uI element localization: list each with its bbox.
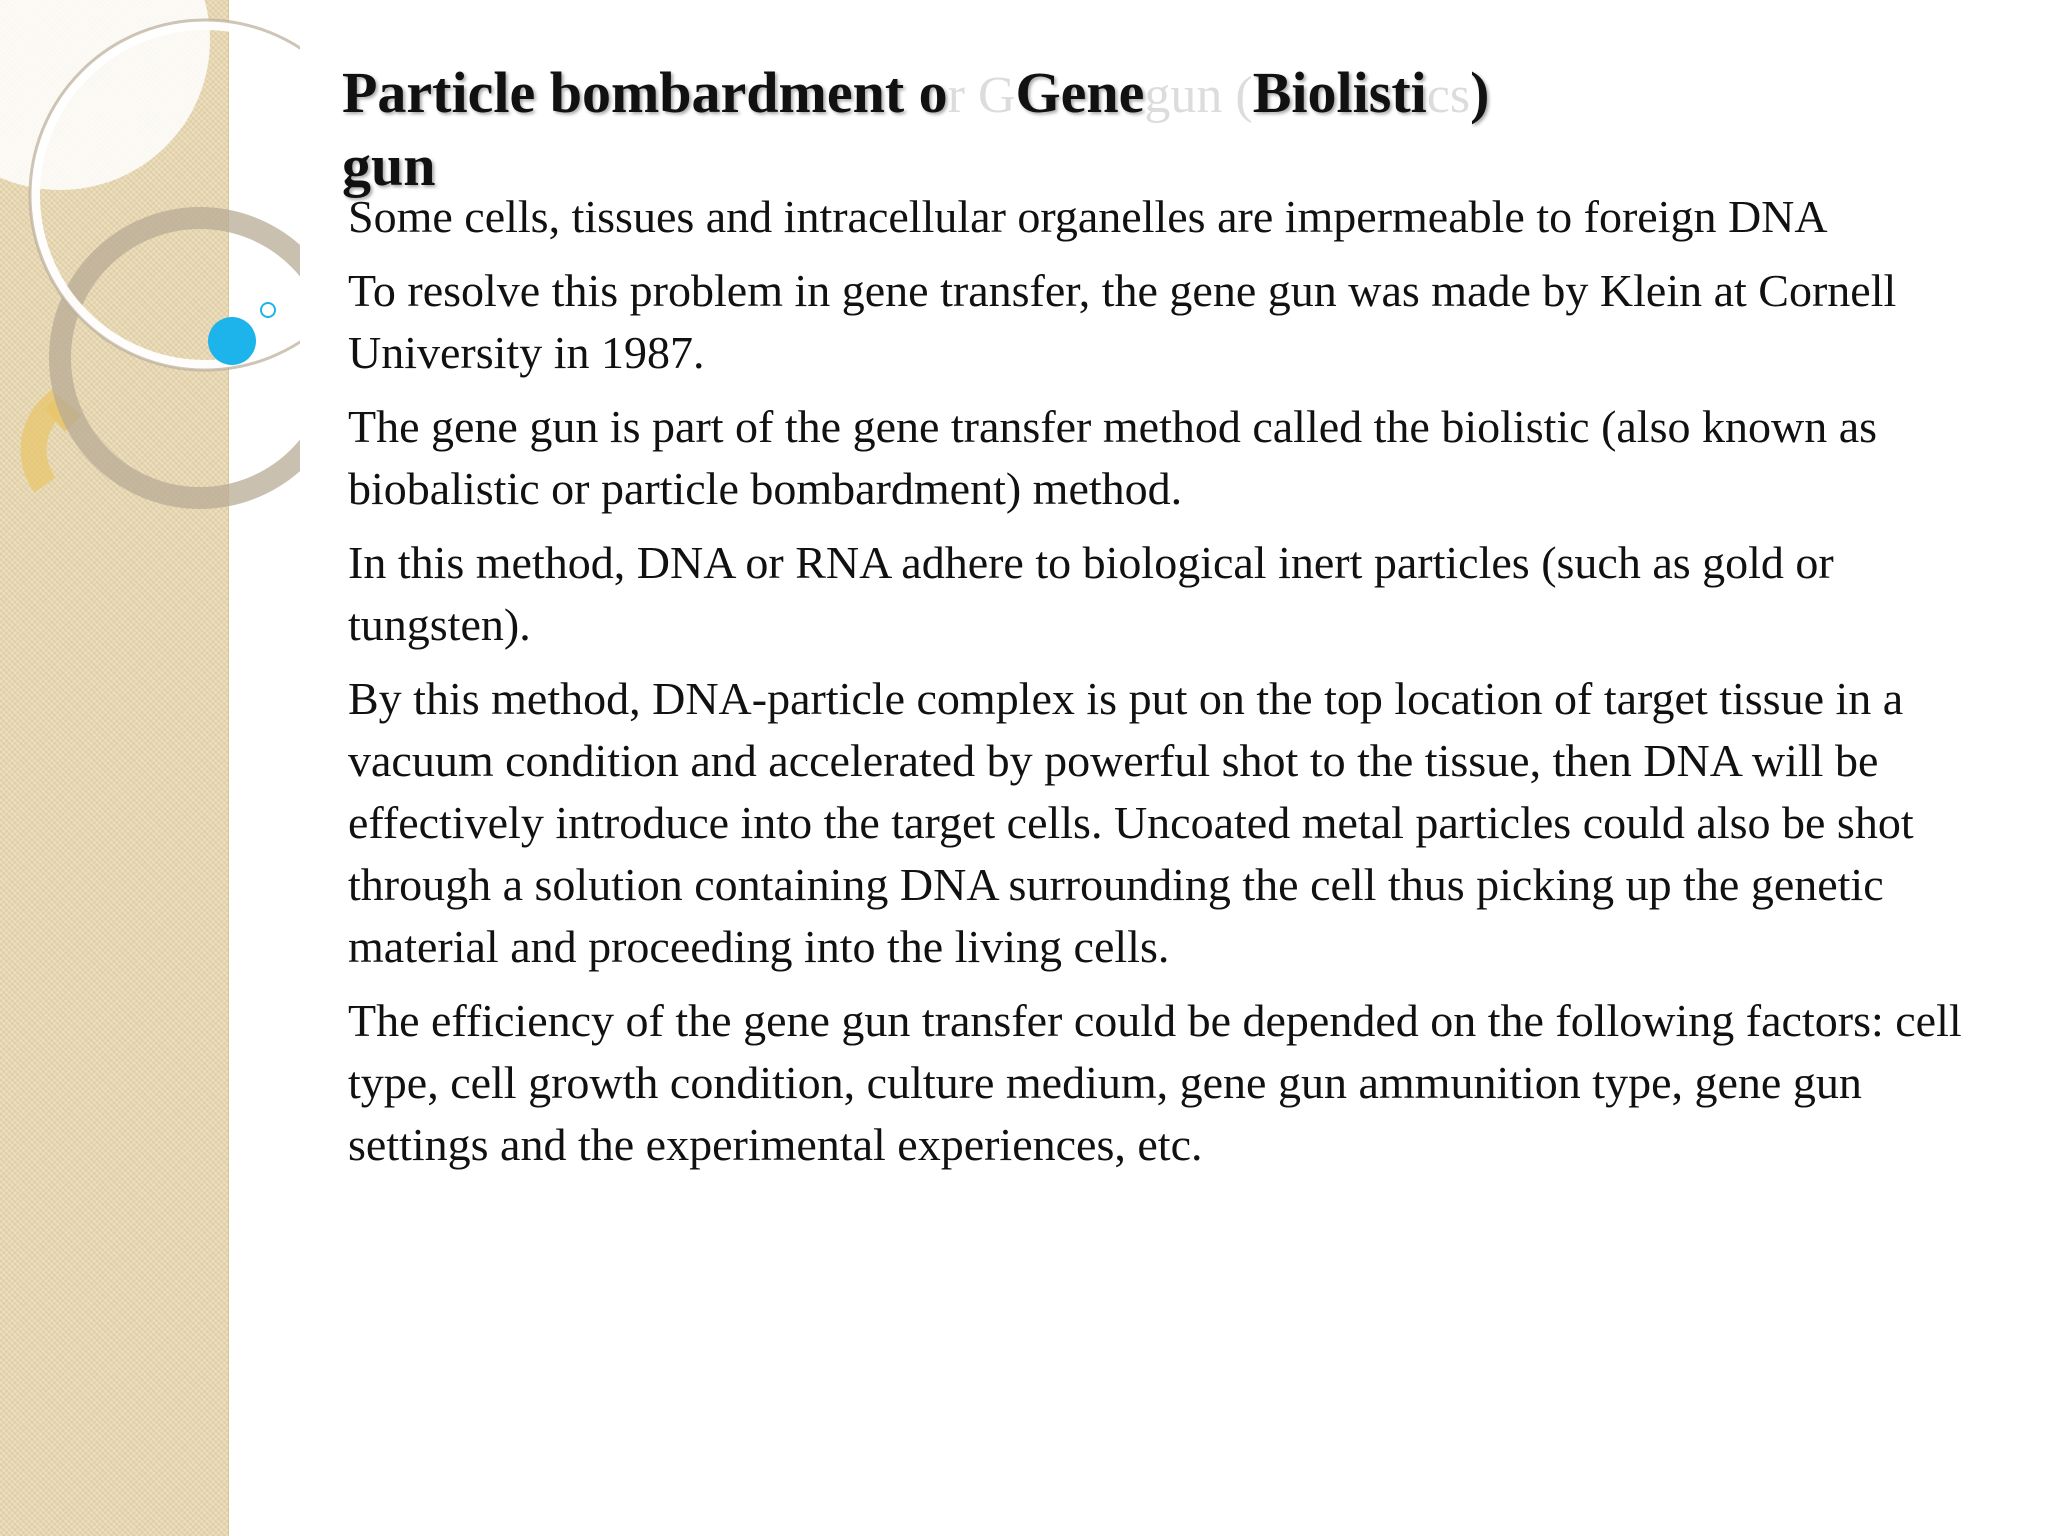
paragraph-1: Some cells, tissues and intracellular organelles are impermeable to foreign DNA: [348, 191, 1828, 242]
title-part-1: Particle bombardment o: [342, 60, 948, 125]
slide-title: [342, 58, 1762, 201]
decorative-gold-arc-2: [34, 400, 60, 485]
title-part-6: cs: [1426, 67, 1471, 124]
paragraph-5: By this method, DNA-particle complex is put on the top location of target tissue in a vacuum condition and accelerated by powerful shot to the tissue, then DNA will be effectively introduce into the target cells. Uncoated metal particles could also be shot through a solution containing DNA surrounding the cell thus picking up the genetic material and proceeding into the living cells.: [348, 673, 1914, 972]
decorative-blue-dot: [208, 317, 256, 365]
decorative-rings: [0, 0, 300, 520]
decorative-small-ring: [261, 303, 275, 317]
paragraph-3: The gene gun is part of the gene transfer method called the biolistic (also known as biobalistic or particle bombardment) method.: [348, 401, 1878, 514]
title-part-3: Gene: [1015, 60, 1145, 125]
title-part-7: ): [1470, 60, 1490, 125]
paragraph-6: The efficiency of the gene gun transfer could be depended on the following factors: cell type, cell growth condition, culture medium, gene gun ammunition type, gene gun settings and the experimental experiences, etc.: [348, 995, 1962, 1170]
title-part-2: r G: [947, 67, 1016, 124]
title-part-4: gun (: [1144, 67, 1253, 124]
paragraph-2: To resolve this problem in gene transfer, the gene gun was made by Klein at Cornell University in 1987.: [348, 265, 1897, 378]
paragraph-4: In this method, DNA or RNA adhere to biological inert particles (such as gold or tungsten).: [348, 537, 1834, 650]
title-part-5: Biolisti: [1252, 60, 1427, 125]
slide-body: [348, 186, 1968, 1188]
title-line-2: gun: [342, 133, 436, 198]
